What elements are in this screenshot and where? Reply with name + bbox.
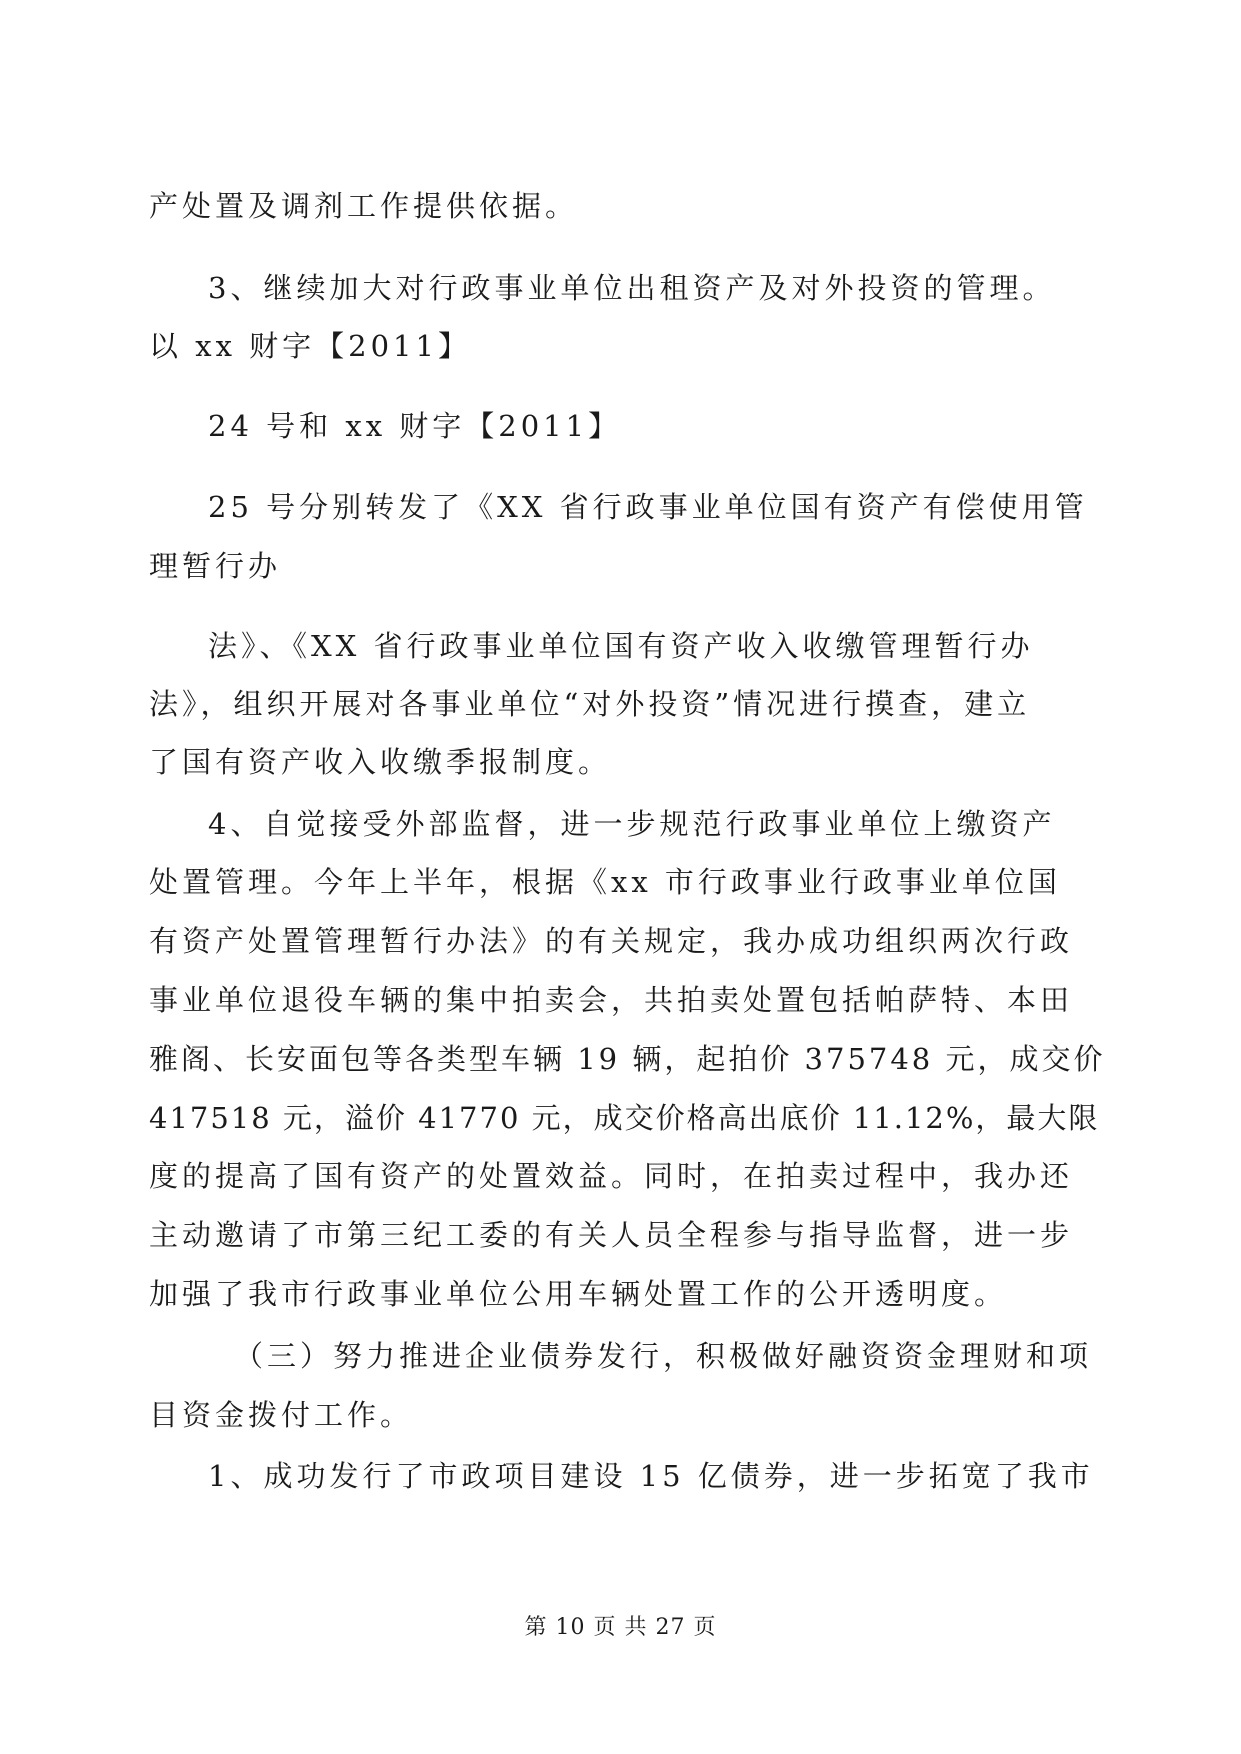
text-line: 加强了我市行政事业单位公用车辆处置工作的公开透明度。 xyxy=(149,1277,1008,1311)
text-line: 理暂行办 xyxy=(149,549,282,583)
text-line: 有资产处置管理暂行办法》的有关规定，我办成功组织两次行政 xyxy=(149,924,1074,958)
text-line: 4、自觉接受外部监督，进一步规范行政事业单位上缴资产 xyxy=(208,807,1056,841)
page-number-footer: 第 10 页 共 27 页 xyxy=(524,1615,717,1640)
text-line: （三）努力推进企业债券发行，积极做好融资资金理财和项 xyxy=(234,1339,1093,1373)
text-line: 处置管理。今年上半年，根据《xx 市行政事业行政事业单位国 xyxy=(149,865,1061,899)
text-line: 法》、《XX 省行政事业单位国有资产收入收缴管理暂行办 xyxy=(208,629,1034,663)
text-line: 法》，组织开展对各事业单位“对外投资”情况进行摸查，建立 xyxy=(149,687,1031,721)
text-line: 417518 元，溢价 41770 元，成交价格高出底价 11.12%，最大限 xyxy=(149,1101,1100,1135)
text-line: 雅阁、长安面包等各类型车辆 19 辆，起拍价 375748 元，成交价 xyxy=(149,1042,1106,1076)
text-line: 25 号分别转发了《XX 省行政事业单位国有资产有偿使用管 xyxy=(208,490,1088,524)
text-line: 产处置及调剂工作提供依据。 xyxy=(149,189,579,223)
text-line: 目资金拨付工作。 xyxy=(149,1398,414,1432)
text-line: 24 号和 xx 财字【2011】 xyxy=(208,409,622,443)
text-line: 事业单位退役车辆的集中拍卖会，共拍卖处置包括帕萨特、本田 xyxy=(149,983,1074,1017)
text-line: 以 xx 财字【2011】 xyxy=(149,329,471,363)
text-line: 3、继续加大对行政事业单位出租资产及对外投资的管理。 xyxy=(208,271,1056,305)
text-line: 度的提高了国有资产的处置效益。同时，在拍卖过程中，我办还 xyxy=(149,1159,1074,1193)
text-line: 了国有资产收入收缴季报制度。 xyxy=(149,745,612,779)
text-line: 1、成功发行了市政项目建设 15 亿债券，进一步拓宽了我市 xyxy=(208,1459,1094,1493)
text-line: 主动邀请了市第三纪工委的有关人员全程参与指导监督，进一步 xyxy=(149,1218,1074,1252)
